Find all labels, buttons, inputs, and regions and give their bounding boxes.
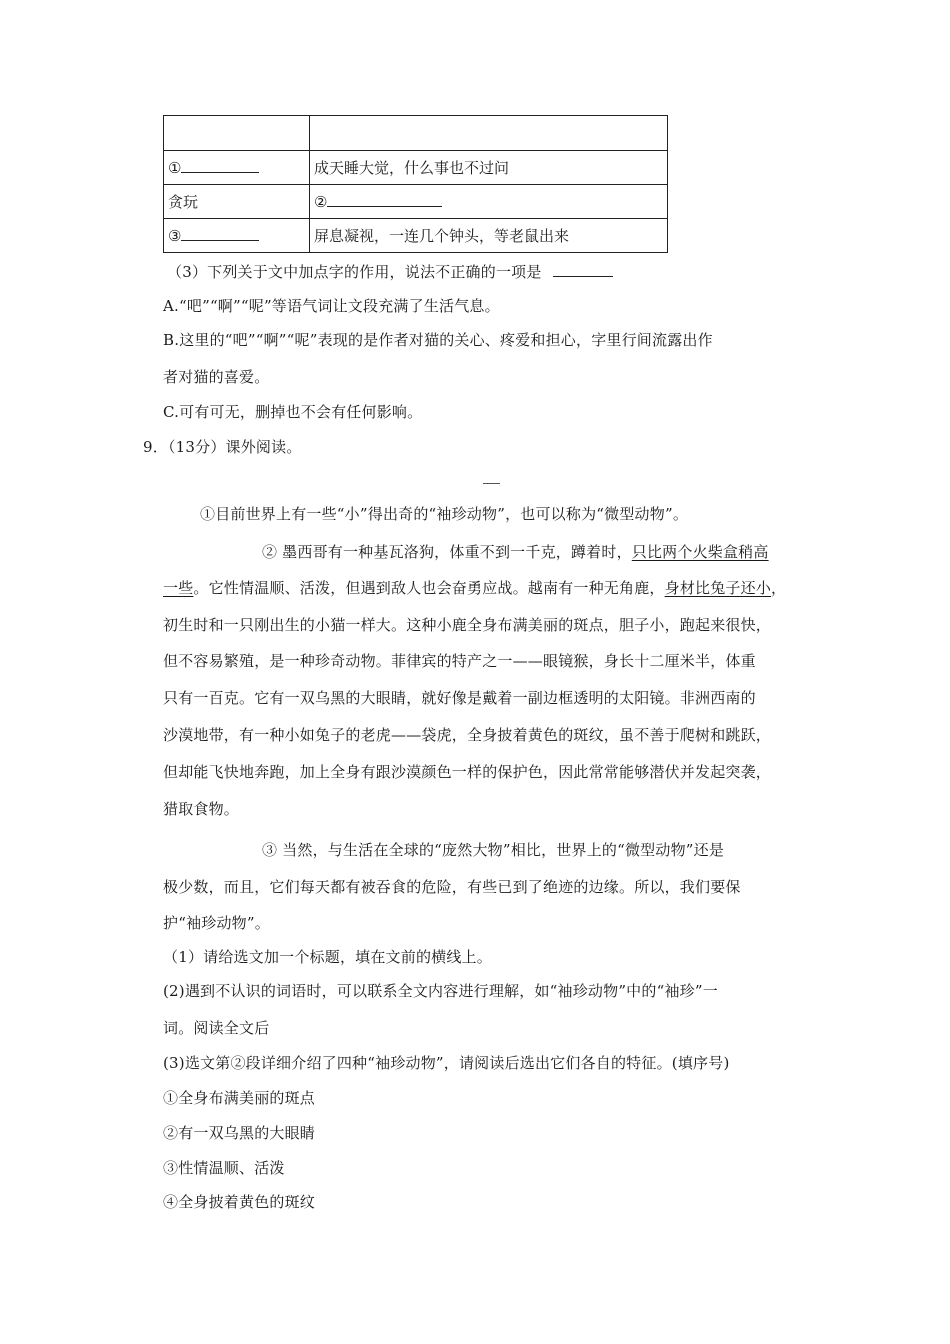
- text: ② 墨西哥有一种基瓦洛狗，体重不到一千克，蹲着时，: [262, 543, 632, 561]
- question-9-heading: 9．（13分）课外阅读。: [143, 438, 302, 456]
- table-cell-blank-1[interactable]: [164, 151, 310, 185]
- feature-item-4: ④全身披着黄色的斑纹: [163, 1193, 316, 1211]
- paragraph-2-line-8: 猎取食物。: [163, 800, 240, 818]
- paragraph-2-line-4: 但不容易繁殖，是一种珍奇动物。菲律宾的特产之一——眼镜猴，身长十二厘米半，体重: [163, 652, 756, 670]
- table-row: [164, 185, 668, 219]
- paragraph-1: ①目前世界上有一些“小”得出奇的“袖珍动物”，也可以称为“微型动物”。: [200, 505, 689, 523]
- table-cell: 贪玩: [164, 185, 310, 219]
- sub-question-2-line-1: (2)遇到不认识的词语时，可以联系全文内容进行理解，如“袖珍动物”中的“袖珍”一: [163, 982, 718, 1000]
- paragraph-3-line-2: 极少数，而且，它们每天都有被吞食的危险，有些已到了绝迹的边缘。所以，我们要保: [163, 878, 741, 896]
- sub-question-1: （1）请给选文加一个标题，填在文前的横线上。: [163, 948, 492, 966]
- question-prompt-text: （3）下列关于文中加点字的作用，说法不正确的一项是: [167, 263, 542, 281]
- paragraph-2-line-3: 初生时和一只刚出生的小猫一样大。这种小鹿全身布满美丽的斑点，胆子小，跑起来很快，: [163, 616, 772, 634]
- blank-number: ③: [168, 227, 182, 245]
- underlined-phrase: 一些: [163, 579, 194, 597]
- sub-question-3: (3)选文第②段详细介绍了四种“袖珍动物”，请阅读后选出它们各自的特征。(填序号): [163, 1054, 730, 1072]
- feature-item-3: ③性情温顺、活泼: [163, 1159, 285, 1177]
- option-b-line-2: 者对猫的喜爱。: [163, 368, 270, 386]
- table-header-row: [164, 116, 668, 151]
- answer-blank-1[interactable]: [181, 158, 259, 173]
- answer-blank-2[interactable]: [327, 192, 442, 207]
- title-blank-line[interactable]: [483, 483, 500, 484]
- table-cell-blank-3[interactable]: [164, 219, 310, 253]
- answer-blank-3[interactable]: [181, 226, 259, 241]
- paragraph-2-line-6: 沙漠地带，有一种小如兔子的老虎——袋虎，全身披着黄色的斑纹，虽不善于爬树和跳跃，: [163, 726, 772, 744]
- table-row: [164, 151, 668, 185]
- table-header-cell-left: [164, 116, 310, 151]
- paragraph-3-line-3: 护“袖珍动物”。: [163, 914, 270, 932]
- text: ，: [771, 579, 787, 597]
- character-trait-table: [163, 115, 668, 253]
- table-header-cell-right: [310, 116, 668, 151]
- paragraph-2-line-1: [262, 541, 769, 562]
- question-8-3-prompt: [167, 261, 613, 282]
- feature-item-1: ①全身布满美丽的斑点: [163, 1089, 316, 1107]
- underlined-phrase: 身材比兔子还小: [664, 579, 772, 597]
- table-row: [164, 219, 668, 253]
- answer-blank-8-3[interactable]: [553, 262, 613, 277]
- text: 。它性情温顺、活泼，但遇到敌人也会奋勇应战。越南有一种无角鹿，: [193, 579, 665, 597]
- sub-question-2-line-2: 词。阅读全文后: [163, 1019, 270, 1037]
- paragraph-2-line-7: 但却能飞快地奔跑，加上全身有跟沙漠颜色一样的保护色，因此常常能够潜伏并发起突袭，: [163, 763, 772, 781]
- underlined-phrase: 只比两个火柴盒稍高: [631, 543, 769, 561]
- paragraph-2-line-2: [163, 577, 786, 598]
- table-cell-blank-2[interactable]: [310, 185, 668, 219]
- blank-number: ②: [314, 193, 328, 211]
- table-cell: 成天睡大觉，什么事也不过问: [310, 151, 668, 185]
- option-c: C.可有可无，删掉也不会有任何影响。: [163, 403, 423, 421]
- option-b-line-1: B.这里的“吧”“啊”“呢”表现的是作者对猫的关心、疼爱和担心，字里行间流露出作: [163, 331, 713, 349]
- option-a: A.“吧”“啊”“呢”等语气词让文段充满了生活气息。: [163, 297, 500, 315]
- table-cell: 屏息凝视，一连几个钟头，等老鼠出来: [310, 219, 668, 253]
- blank-number: ①: [168, 159, 182, 177]
- paragraph-3-line-1: ③ 当然，与生活在全球的“庞然大物”相比，世界上的“微型动物”还是: [262, 841, 725, 859]
- feature-item-2: ②有一双乌黑的大眼睛: [163, 1124, 316, 1142]
- paragraph-2-line-5: 只有一百克。它有一双乌黑的大眼睛，就好像是戴着一副边框透明的太阳镜。非洲西南的: [163, 689, 756, 707]
